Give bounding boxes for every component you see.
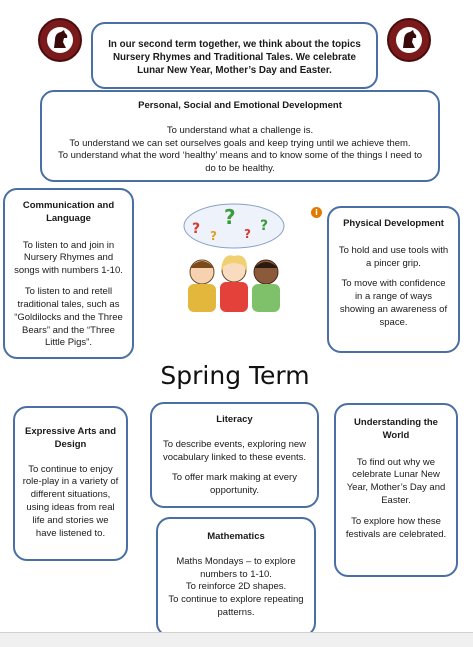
horse-emblem-icon (40, 20, 80, 60)
communication-box (3, 188, 134, 359)
literacy-box (150, 402, 319, 508)
maths-line: Maths Mondays – to explore numbers to 1-10. (176, 555, 296, 580)
svg-text:?: ? (260, 218, 269, 234)
communication-title: Communication and Language (22, 200, 115, 224)
physical-item: To move with confidence in a range of ways showing an awareness of space. (339, 278, 448, 328)
communication-item: To listen to and retell traditional tales, such as “Goldilocks and the Three Bears” and the “Three Little Pigs”. (14, 286, 123, 349)
physical-title: Physical Development (343, 218, 444, 229)
literacy-item: To offer mark making at every opportunity. (172, 472, 297, 497)
pse-line: To understand what the word ‘healthy’ means and to know some of the things I need to do to be healthy. (57, 150, 423, 175)
intro-text: In our second term together, we think about the topics Nursery Rhymes and Traditional Tales. We celebrate Lunar New Year, Mother’s Day and Easter. (108, 39, 361, 77)
horse-emblem-icon (389, 20, 429, 60)
svg-text:?: ? (224, 205, 236, 229)
physical-box (327, 206, 460, 353)
pse-box (40, 90, 440, 182)
pse-line: To understand we can set ourselves goals and keep trying until we achieve them. (69, 137, 411, 149)
school-logo-left (38, 18, 82, 62)
literacy-item: To describe events, exploring new vocabulary linked to these events. (162, 438, 307, 463)
world-item: To explore how these festivals are celebrated. (345, 515, 447, 540)
expressive-title: Expressive Arts and Design (25, 426, 116, 450)
school-logo-right (387, 18, 431, 62)
term-title: Spring Term (160, 361, 310, 390)
communication-item: To listen to and join in Nursery Rhymes and songs with numbers 1-10. (14, 239, 123, 277)
physical-item: To hold and use tools with a pincer grip. (338, 244, 449, 269)
svg-text:?: ? (192, 221, 201, 237)
svg-text:?: ? (210, 229, 217, 243)
expressive-item: To continue to enjoy role-play in a variety of different situations, using ideas from real life and stories we have listened to. (22, 463, 119, 539)
intro-box (91, 22, 378, 89)
svg-text:?: ? (244, 227, 251, 241)
page-bottom-bar (0, 632, 473, 647)
info-icon[interactable]: i (311, 207, 322, 218)
literacy-title: Literacy (216, 414, 253, 425)
world-title: Understanding the World (354, 417, 438, 441)
world-box (334, 403, 458, 577)
pse-title: Personal, Social and Emotional Development (138, 100, 342, 111)
maths-title: Mathematics (207, 531, 265, 542)
pse-line: To understand what a challenge is. (166, 124, 314, 136)
maths-line: To reinforce 2D shapes. (185, 581, 287, 593)
world-item: To find out why we celebrate Lunar New Year, Mother’s Day and Easter. (346, 456, 446, 507)
thinking-children-illustration (172, 200, 296, 312)
expressive-box (13, 406, 128, 561)
maths-line: To continue to explore repeating patterns. (168, 594, 304, 619)
maths-box (156, 517, 316, 637)
